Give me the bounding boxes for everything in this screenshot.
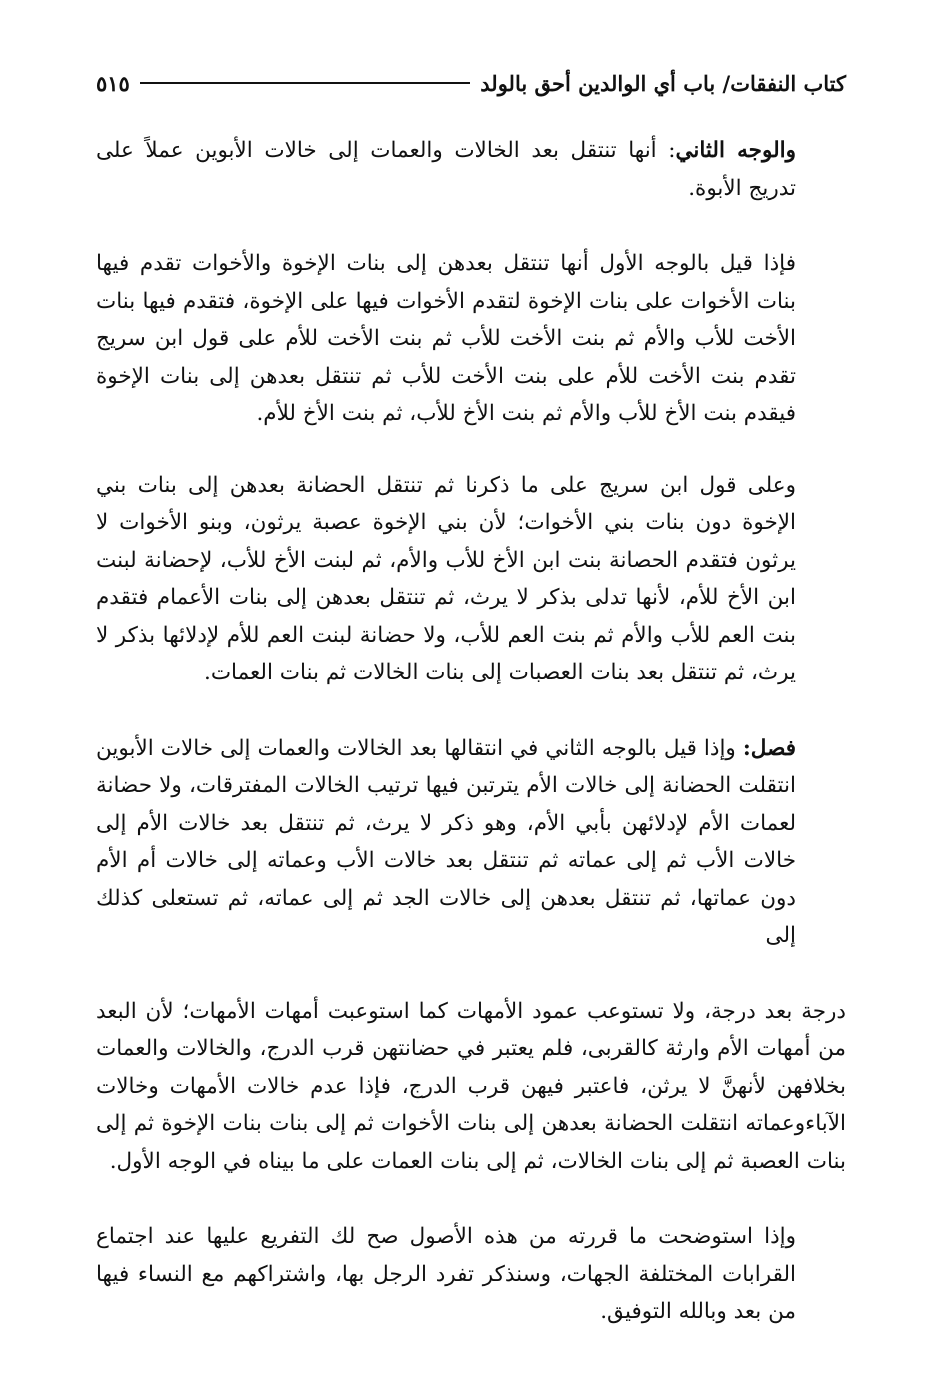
paragraph-2 (96, 245, 846, 433)
header-title: كتاب النفقات/ باب أي الوالدين أحق بالولد (480, 70, 846, 96)
body-text (96, 132, 846, 1331)
section-heading: فصل: (742, 735, 796, 761)
paragraph-gap (96, 955, 846, 993)
page-number: ٥١٥ (96, 70, 130, 96)
paragraph-6 (96, 1218, 846, 1331)
paragraph-1 (96, 132, 846, 207)
paragraph-gap (96, 1180, 846, 1218)
header-rule (140, 82, 470, 84)
paragraph-gap (96, 207, 846, 245)
paragraph-text: وإذا استوضحت ما قررته من هذه الأصول صح لك التفريع عليها عند اجتماع القرابات المختلفة الجهات، وسنذكر تفرد الرجل بها، واشتراكهم مع النساء فيها من بعد وبالله التوفيق. (96, 1224, 796, 1324)
paragraph-text: فإذا قيل بالوجه الأول أنها تنتقل بعدهن إلى بنات الإخوة والأخوات تقدم فيها بنات الأخوات على بنات الإخوة لتقدم الأخوات فيها على الإخوة، فتقدم فيها بنات الأخت للأب والأم ثم بنت الأخت للأب ثم بنت الأخت للأم على قول ابن سريج تقدم بنت الأخت للأم على بنت الأخت للأب ثم تنتقل بعدهن إلى بنات الإخوة فيقدم بنت الأخ للأب والأم ثم بنت الأخ للأب، ثم بنت الأخ للأم. (96, 251, 796, 426)
paragraph-gap (96, 692, 846, 730)
paragraph-text: وإذا قيل بالوجه الثاني في انتقالها بعد الخالات والعمات إلى خالات الأبوين انتقلت الحضانة إلى خالات الأم يترتبن فيها ترتيب الخالات المفترقات، ولا حضانة لعمات الأم لإدلائهن بأبي الأم، وهو ذكر لا يرث، ثم تنتقل بعد خالات الأم إلى خالات الأب ثم إلى عماته ثم تنتقل بعد خالات الأب وعماته إلى خالات أم الأم دون عماتها، ثم تنتقل بعدهن إلى خالات الجد ثم إلى عماته، ثم تستعلى كذلك إلى (96, 735, 796, 948)
paragraph-gap (96, 433, 846, 467)
paragraph-text: درجة بعد درجة، ولا تستوعب عمود الأمهات كما استوعبت أمهات الأمهات؛ لأن البعد من أمهات الأم وارثة كالقربى، فلم يعتبر في حضانتهن قرب الدرج، والخالات والعمات بخلافهن لأنهنَّ لا يرثن، فاعتبر فيهن قرب الدرج، فإذا عدم خالات الأمهات وخالات الآباءوعماته انتقلت الحضانة بعدهن إلى بنات الأخوات ثم إلى بنات بنات الإخوة ثم إلى بنات العصبة ثم إلى بنات الخالات، ثم إلى بنات العمات على ما بيناه في الوجه الأول. (96, 998, 846, 1174)
paragraph-3 (96, 467, 846, 692)
paragraph-lead: والوجه الثاني (675, 138, 796, 163)
paragraph-text: : أنها تنتقل بعد الخالات والعمات إلى خالات الأبوين عملاً على تدريج الأبوة. (96, 138, 796, 201)
paragraph-4 (96, 730, 846, 955)
paragraph-5 (96, 993, 846, 1181)
paragraph-text: وعلى قول ابن سريج على ما ذكرنا ثم تنتقل الحضانة بعدهن إلى بنات بني الإخوة دون بنات بني الأخوات؛ لأن بني الإخوة عصبة يرثون، وبنو الأخوات لا يرثون فتقدم الحصانة بنت ابن الأخ للأب والأم، ثم لبنت الأخ للأب، لإحضانة لبنت ابن الأخ للأم، لأنها تدلى بذكر لا يرث، ثم تنتقل بعدهن إلى بنات الأعمام فتقدم بنت العم للأب والأم ثم بنت العم للأب، ولا حضانة لبنت العم للأم لإدلائها بذكر لا يرث، ثم تنتقل بعد بنات العصبات إلى بنات الخالات ثم بنات العمات. (96, 472, 796, 685)
running-header (96, 66, 846, 100)
